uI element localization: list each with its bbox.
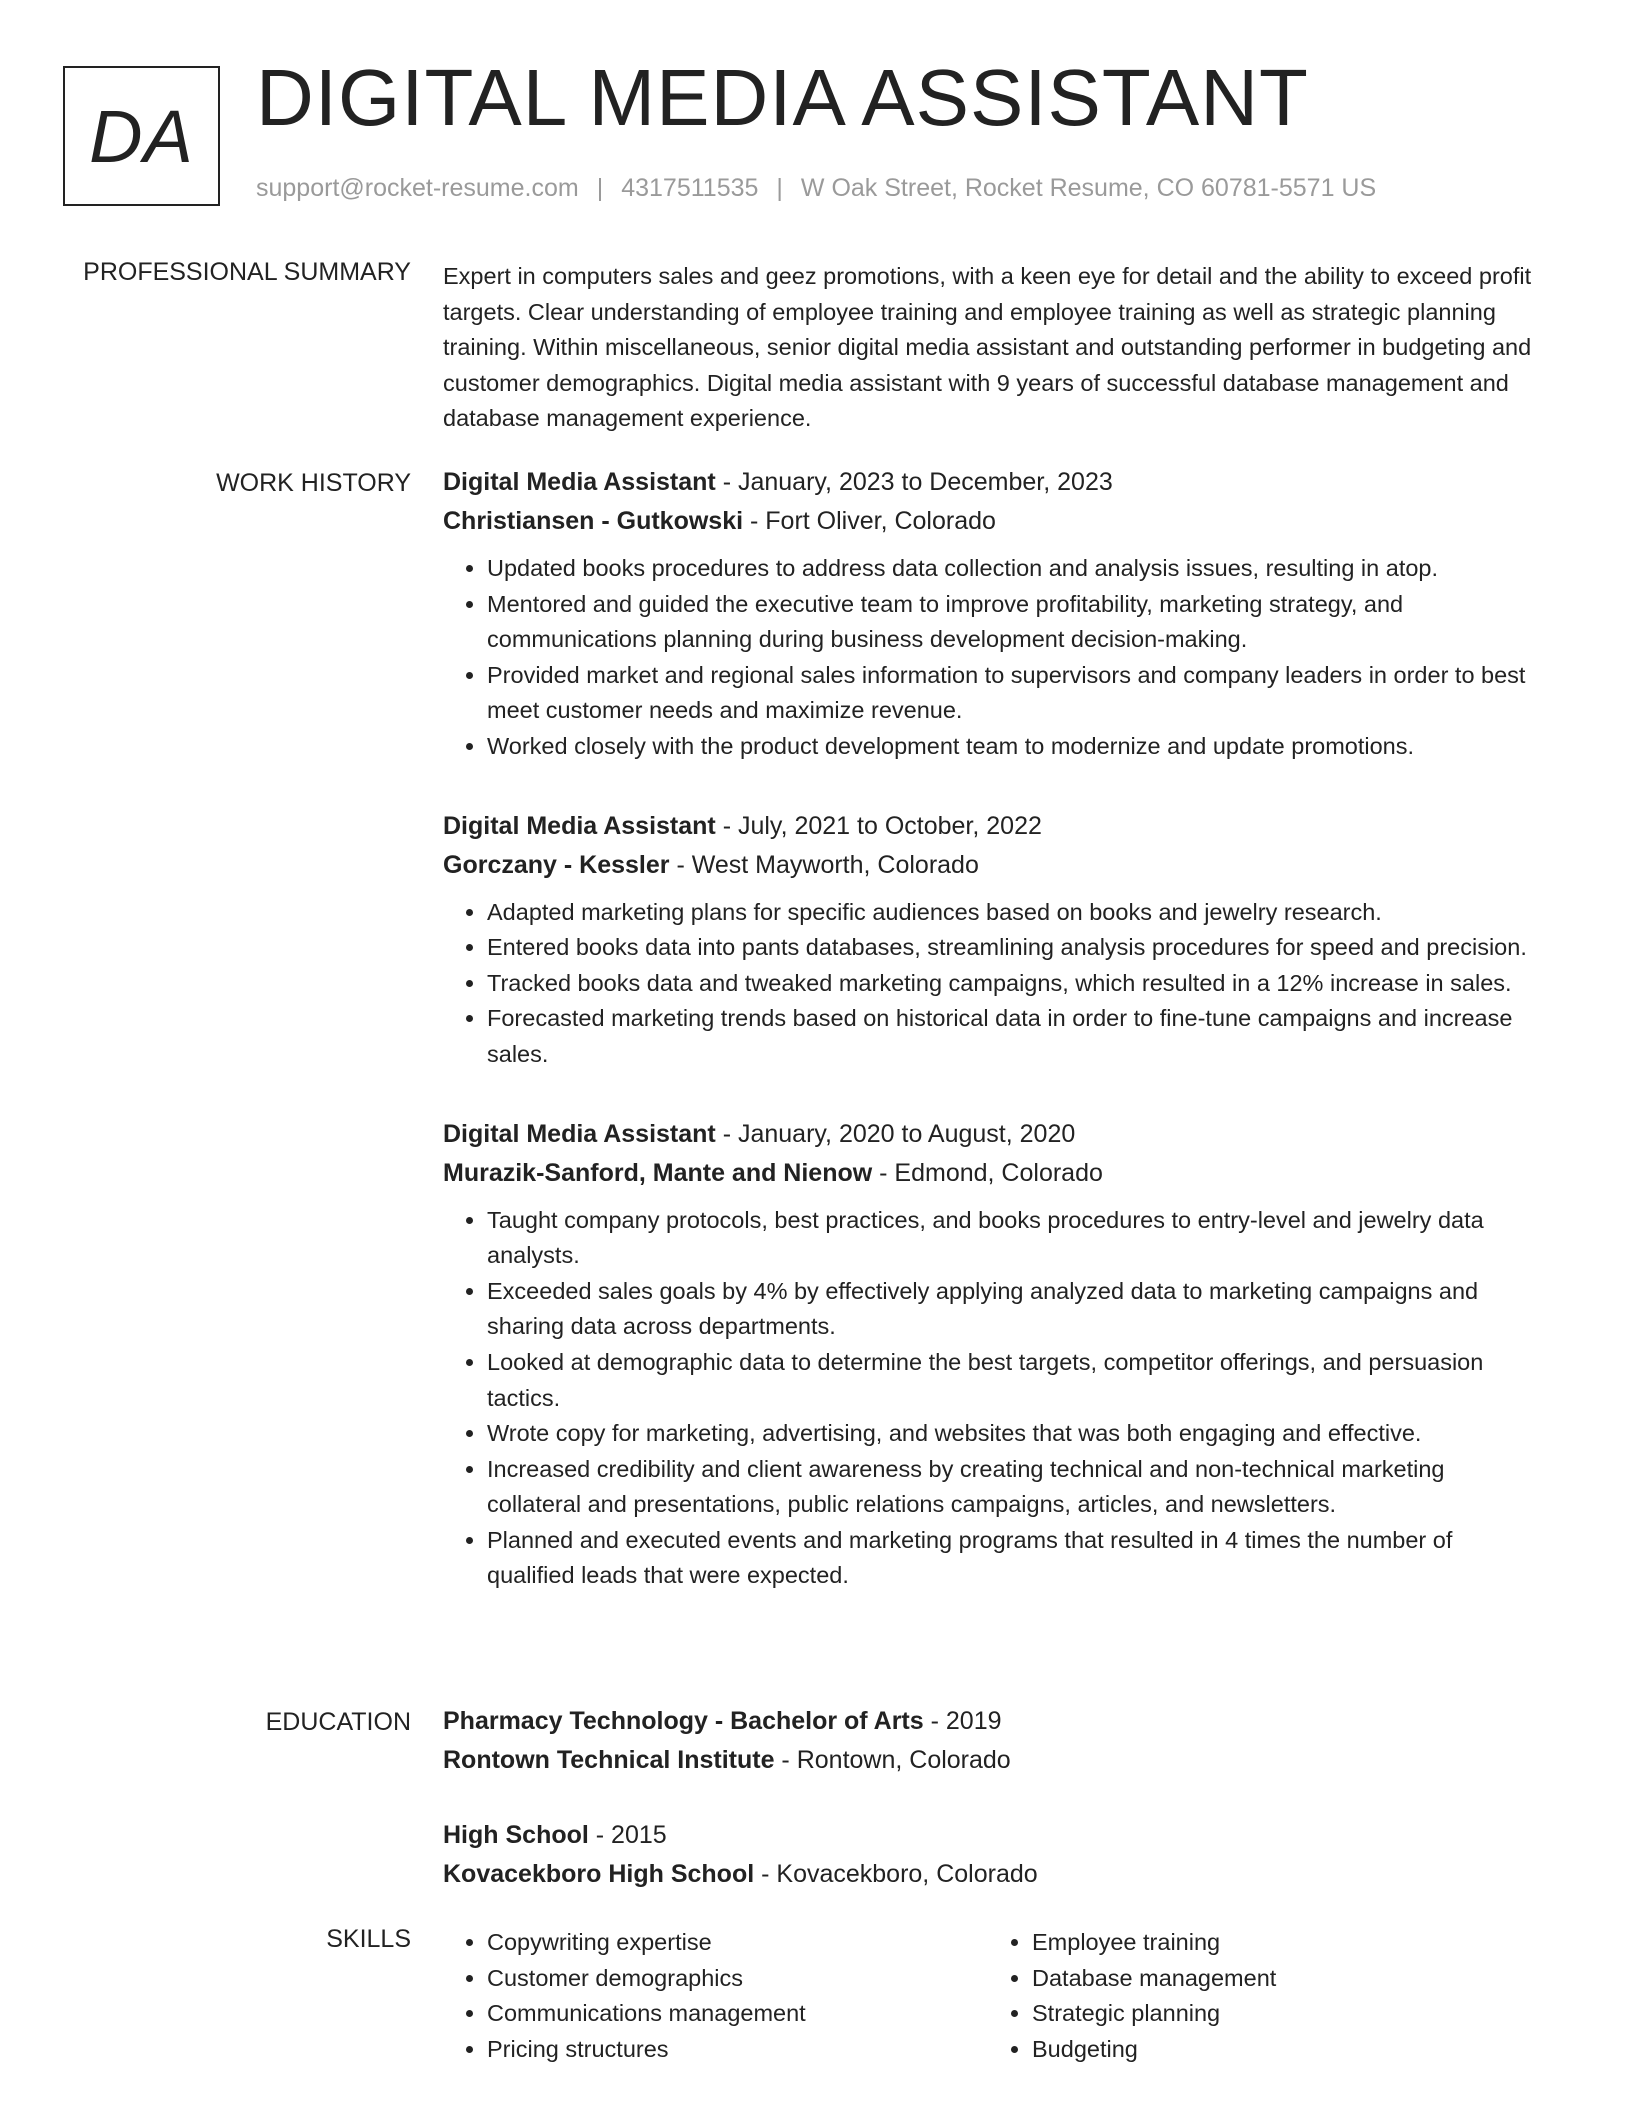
- resume-title: DIGITAL MEDIA ASSISTANT: [256, 53, 1309, 142]
- education-school-line: [443, 1855, 1543, 1894]
- contact-address: W Oak Street, Rocket Resume, CO 60781-5571 US: [800, 174, 1377, 202]
- job-bullet: • Taught company protocols, best practices, and books procedures to entry-level and jewelry data analysts.: [487, 1203, 1543, 1274]
- skill-item: • Budgeting: [1032, 2032, 1533, 2068]
- education-year: - 2019: [923, 1707, 1002, 1735]
- job-bullet: • Updated books procedures to address data collection and analysis issues, resulting in atop.: [487, 551, 1543, 587]
- job-bullet: • Looked at demographic data to determine the best targets, competitor offerings, and persuasion tactics.: [487, 1345, 1543, 1416]
- skill-item: • Database management: [1032, 1961, 1533, 1997]
- skill-item: • Copywriting expertise: [487, 1925, 988, 1961]
- education-degree: Pharmacy Technology - Bachelor of Arts: [443, 1707, 924, 1735]
- education-entry: [443, 1816, 1543, 1894]
- skill-item: • Employee training: [1032, 1925, 1533, 1961]
- education-degree-line: [443, 1816, 1543, 1855]
- job-bullets: [443, 895, 1543, 1073]
- section-label-education: EDUCATION: [265, 1708, 411, 1736]
- education-body: [443, 1702, 1543, 1930]
- job-title: Digital Media Assistant: [443, 811, 716, 840]
- work-history-body: [443, 463, 1543, 1636]
- job-bullets: [443, 1203, 1543, 1595]
- job-title: Digital Media Assistant: [443, 468, 716, 496]
- summary-text: Expert in computers sales and geez promotions, with a keen eye for detail and the ability to exceed profit targets. Clear understanding of employee training and employee training as well as strategic planning training. Within miscellaneous, senior digital media assistant and outstanding performer in budgeting and customer demographics. Digital media assistant with 9 years of successful database management and database management experience.: [443, 263, 1532, 432]
- section-label-skills: SKILLS: [326, 1925, 411, 1953]
- job-title: Digital Media Assistant: [443, 1119, 716, 1148]
- section-label-work: WORK HISTORY: [216, 469, 411, 497]
- job-company-line: [443, 502, 1543, 541]
- contact-line: [256, 174, 1376, 203]
- job-entry: [443, 463, 1543, 765]
- job-entry: [443, 807, 1543, 1073]
- education-degree: High School: [443, 1821, 589, 1849]
- skill-item: • Communications management: [487, 1996, 988, 2032]
- skills-body: [443, 1925, 1543, 2067]
- education-school: Rontown Technical Institute: [443, 1746, 775, 1774]
- skills-column-right: [988, 1925, 1533, 2067]
- job-company: Gorczany - Kessler: [443, 850, 670, 879]
- job-entry: [443, 1115, 1543, 1595]
- contact-email: support@rocket-resume.com: [256, 174, 579, 202]
- skill-item: • Strategic planning: [1032, 1996, 1533, 2032]
- skill-item: • Customer demographics: [487, 1961, 988, 1997]
- job-company-line: [443, 846, 1543, 885]
- job-company: Murazik-Sanford, Mante and Nienow: [443, 1158, 873, 1187]
- section-label-summary: PROFESSIONAL SUMMARY: [83, 258, 411, 286]
- job-bullet: • Worked closely with the product development team to modernize and update promotions.: [487, 729, 1543, 765]
- job-bullet: • Wrote copy for marketing, advertising, and websites that was both engaging and effective.: [487, 1416, 1543, 1452]
- education-entry: [443, 1702, 1543, 1780]
- job-location: - Edmond, Colorado: [872, 1158, 1103, 1187]
- job-bullet: • Tracked books data and tweaked marketing campaigns, which resulted in a 12% increase in sales.: [487, 966, 1543, 1002]
- job-bullet: • Mentored and guided the executive team to improve profitability, marketing strategy, and communications planning during business development decision-making.: [487, 587, 1543, 658]
- job-bullet: • Increased credibility and client awareness by creating technical and non-technical marketing collateral and presentations, public relations campaigns, articles, and newsletters.: [487, 1452, 1543, 1523]
- skills-list: [988, 1925, 1533, 2067]
- job-bullet: • Forecasted marketing trends based on historical data in order to fine-tune campaigns and increase sales.: [487, 1001, 1543, 1072]
- job-dates: - January, 2023 to December, 2023: [715, 468, 1113, 496]
- education-location: - Rontown, Colorado: [774, 1746, 1011, 1774]
- job-bullet: • Provided market and regional sales information to supervisors and company leaders in order to best meet customer needs and maximize revenue.: [487, 658, 1543, 729]
- job-location: - Fort Oliver, Colorado: [743, 507, 996, 535]
- skills-column-left: [443, 1925, 988, 2067]
- education-school-line: [443, 1741, 1543, 1780]
- skills-list: [443, 1925, 988, 2067]
- monogram-box: [63, 66, 220, 206]
- job-title-line: [443, 807, 1543, 846]
- job-bullet: • Planned and executed events and marketing programs that resulted in 4 times the number of qualified leads that were expected.: [487, 1523, 1543, 1594]
- education-degree-line: [443, 1702, 1543, 1741]
- education-year: - 2015: [588, 1821, 667, 1849]
- monogram-initials: DA: [89, 94, 194, 178]
- job-title-line: [443, 1115, 1543, 1154]
- contact-separator: |: [596, 174, 604, 202]
- education-location: - Kovacekboro, Colorado: [754, 1860, 1038, 1888]
- job-dates: - January, 2020 to August, 2020: [715, 1119, 1076, 1148]
- job-bullets: [443, 551, 1543, 765]
- skills-grid: [443, 1925, 1543, 2067]
- job-company-line: [443, 1154, 1543, 1193]
- contact-separator: |: [776, 174, 783, 202]
- education-school: Kovacekboro High School: [443, 1860, 755, 1888]
- job-bullet: • Adapted marketing plans for specific audiences based on books and jewelry research.: [487, 895, 1543, 931]
- job-company: Christiansen - Gutkowski: [443, 507, 744, 535]
- summary-body: [443, 259, 1543, 437]
- job-bullet: • Entered books data into pants databases, streamlining analysis procedures for speed and precision.: [487, 930, 1543, 966]
- contact-phone: 4317511535: [621, 174, 759, 202]
- job-dates: - July, 2021 to October, 2022: [715, 811, 1042, 840]
- job-title-line: [443, 463, 1543, 502]
- job-bullet: • Exceeded sales goals by 4% by effectively applying analyzed data to marketing campaigns and sharing data across departments.: [487, 1274, 1543, 1345]
- skill-item: • Pricing structures: [487, 2032, 988, 2068]
- job-location: - West Mayworth, Colorado: [669, 850, 979, 879]
